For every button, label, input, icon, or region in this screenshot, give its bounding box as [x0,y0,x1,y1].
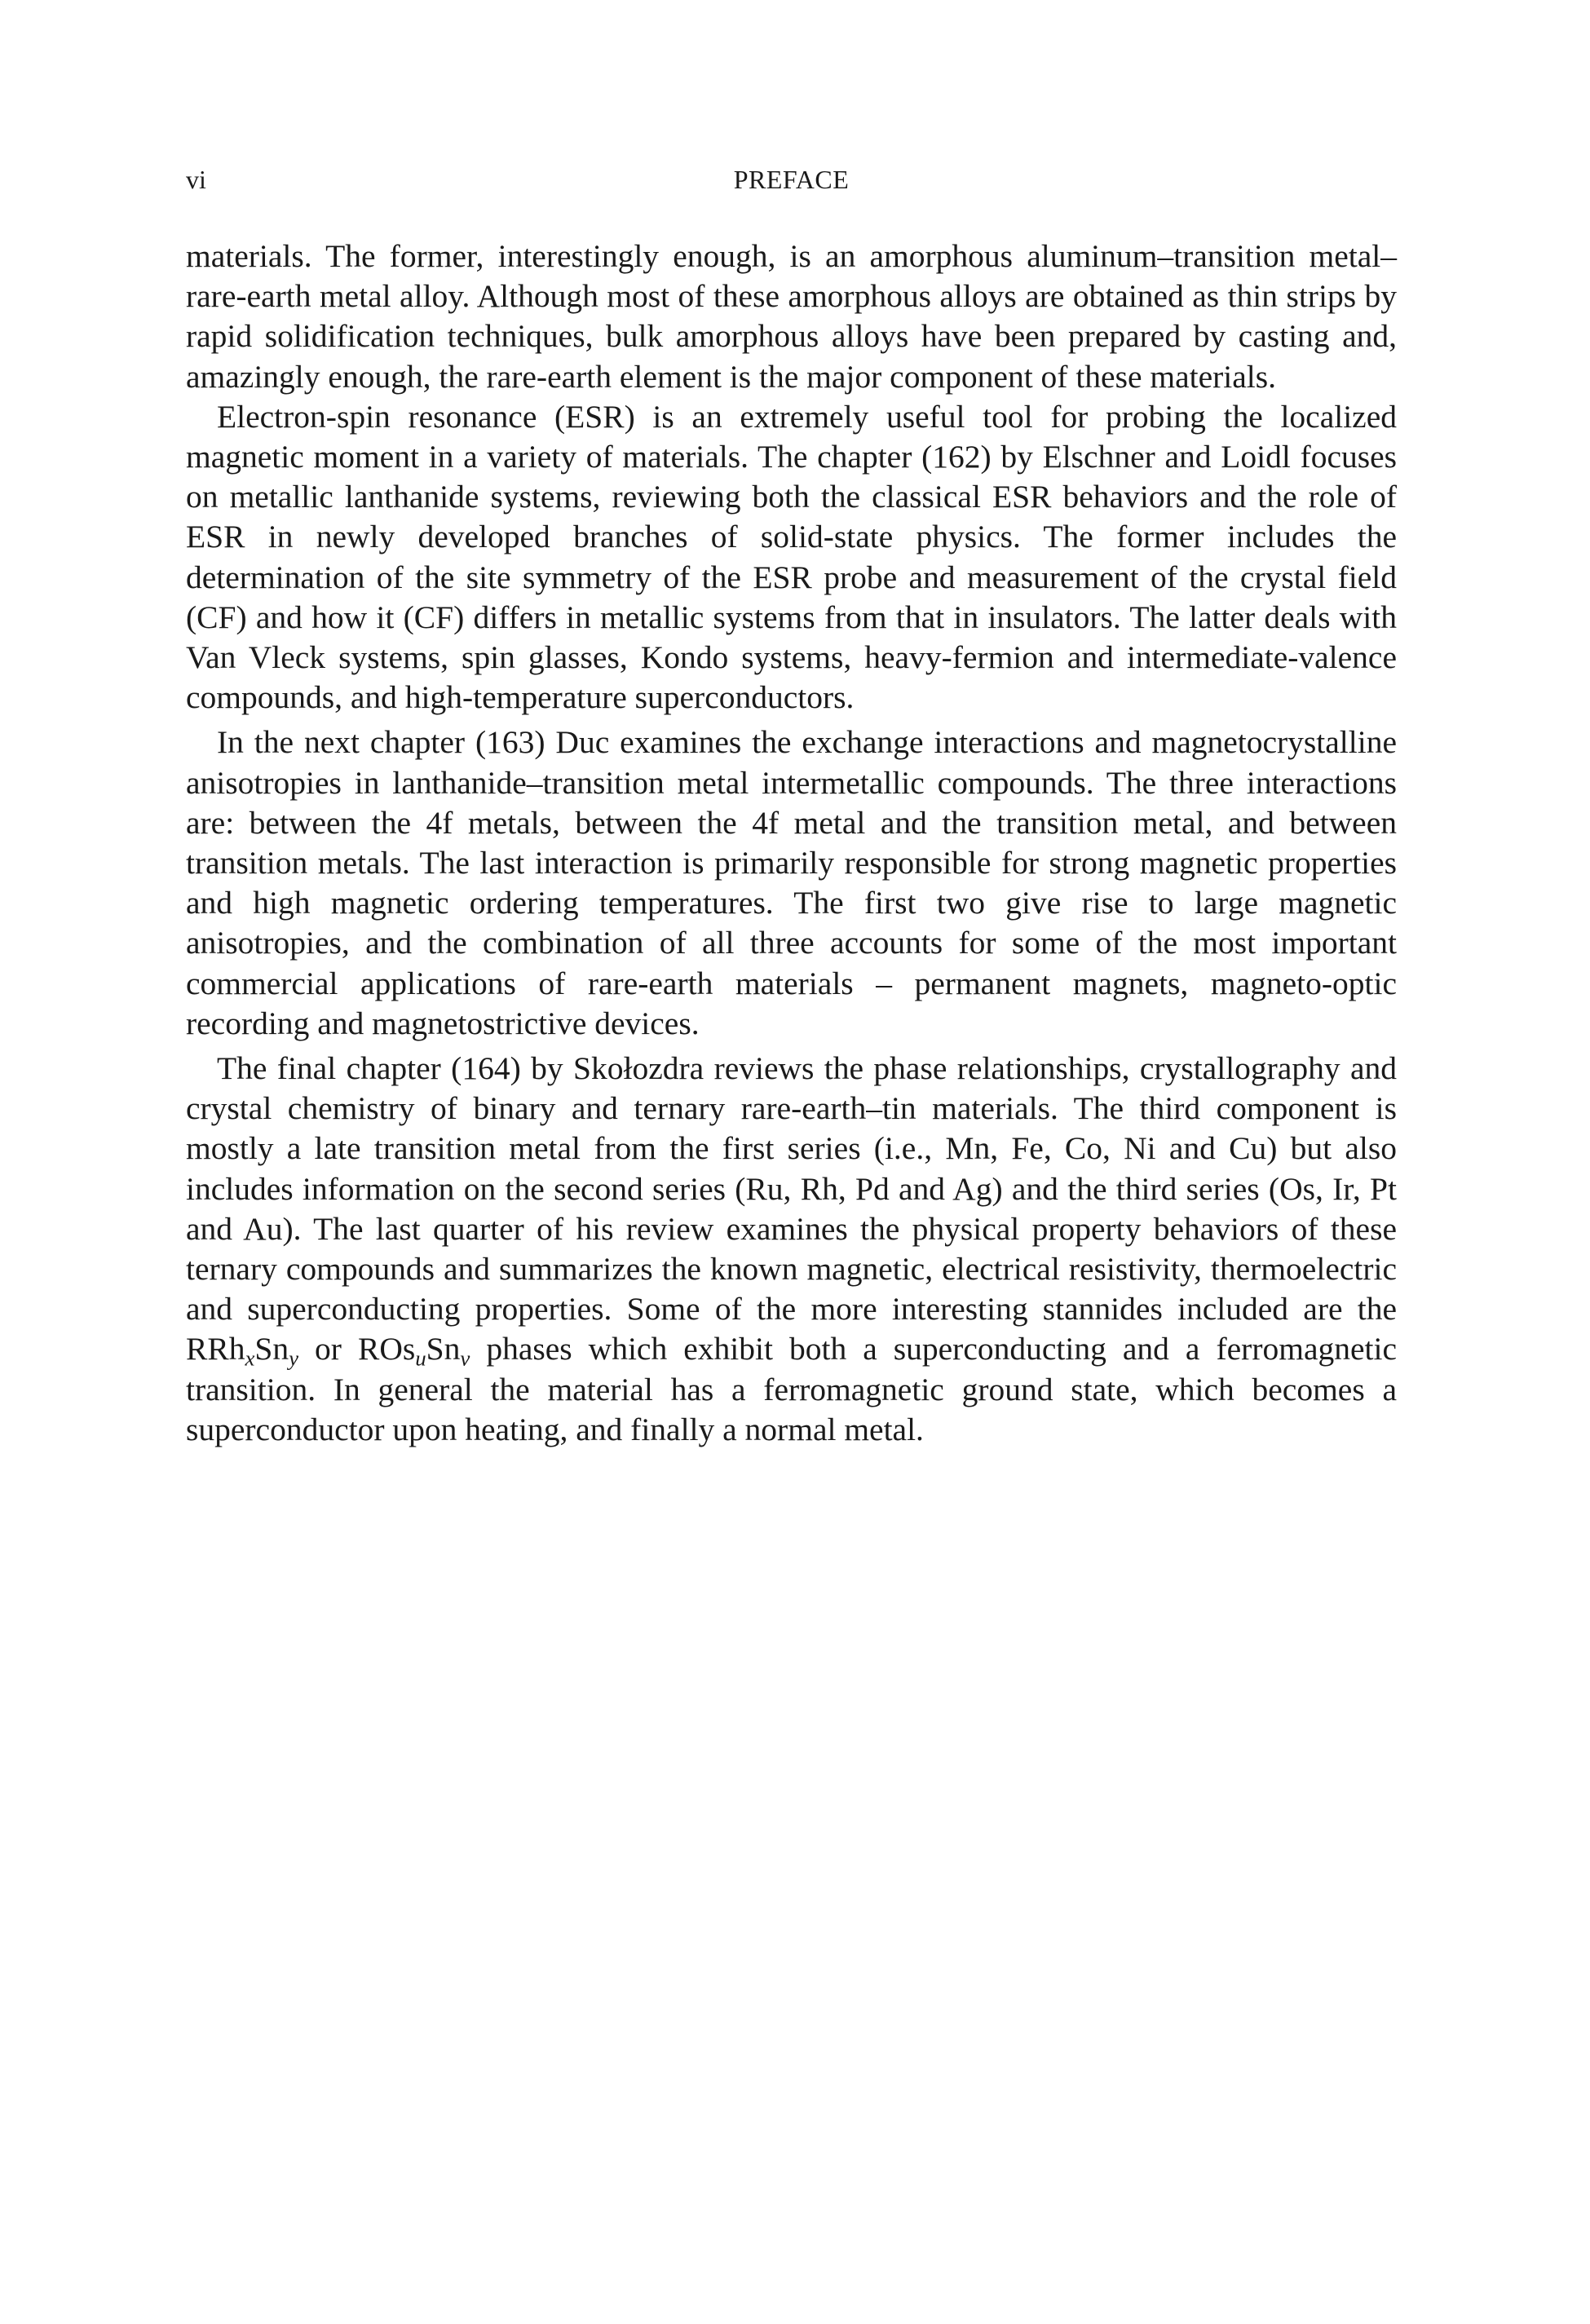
paragraph-exchange-interactions: In the next chapter (163) Duc examines the exchange interactions and magnetocrystalline anisotropies in lanthanide–transition metal intermetallic compounds. The three interactions are: between the 4f metals, between the 4f metal and the transition metal, and between transition metals. The last interaction is primarily responsible for strong magnetic properties and high magnetic ordering temperatures. The first two give rise to large magnetic anisotropies, and the combination of all three accounts for some of the most important commercial applications of rare-earth materials – permanent magnets, magneto-optic recording and magnetostrictive devices. [186,724,1397,1041]
paragraph-text-end: phases which exhibit both a superconducting and a ferromagnetic transition. In general the material has a ferromagnetic ground state, which becomes a superconductor upon heating, and finally a normal metal. [186,1331,1398,1447]
paragraph-esr: Electron-spin resonance (ESR) is an extremely useful tool for probing the localized magnetic moment in a variety of materials. The chapter (162) by Elschner and Loidl focuses on metallic lanthanide systems, reviewing both the classical ESR behaviors and the role of ESR in newly developed branches of solid-state physics. The former includes the determination of the site symmetry of the ESR probe and measurement of the crystal field (CF) and how it (CF) differs in metallic systems from that in insulators. The latter deals with Van Vleck systems, spin glasses, Kondo systems, heavy-fermion and intermediate-valence compounds, and high-temperature superconductors. [186,398,1397,716]
formula-connector: or [298,1331,358,1367]
running-title: PREFACE [733,165,850,194]
formula-rrhxsny: $RRh_xSn_y$ [186,1331,299,1371]
running-head [186,160,1397,199]
formula-rosusnv: $ROs_uSn_v$ [357,1331,470,1371]
paragraph-rare-earth-tin [186,1049,1397,1450]
paragraph-text-start: The final chapter (164) by Skołozdra reviews the phase relationships, crystallography and crystal chemistry of binary and ternary rare-earth–tin materials. The third component is mostly a late transition metal from the first series (i.e., Mn, Fe, Co, Ni and Cu) but also includes information on the second series (Ru, Rh, Pd and Ag) and the third series (Os, Ir, Pt and Au). The last quarter of his review examines the physical property behaviors of these ternary compounds and summarizes the known magnetic, electrical resistivity, thermoelectric and superconducting properties. Some of the more interesting stannides included are the [186,1050,1397,1328]
page-number: vi [186,165,206,194]
paragraph-continuation: materials. The former, interestingly enough, is an amorphous aluminum–transition metal–rare-earth metal alloy. Although most of these amorphous alloys are obtained as thin strips by rapid solidification techniques, bulk amorphous alloys have been prepared by casting and, amazingly enough, the rare-earth element is the major component of these materials. [186,238,1397,395]
body-text [186,236,1397,1450]
